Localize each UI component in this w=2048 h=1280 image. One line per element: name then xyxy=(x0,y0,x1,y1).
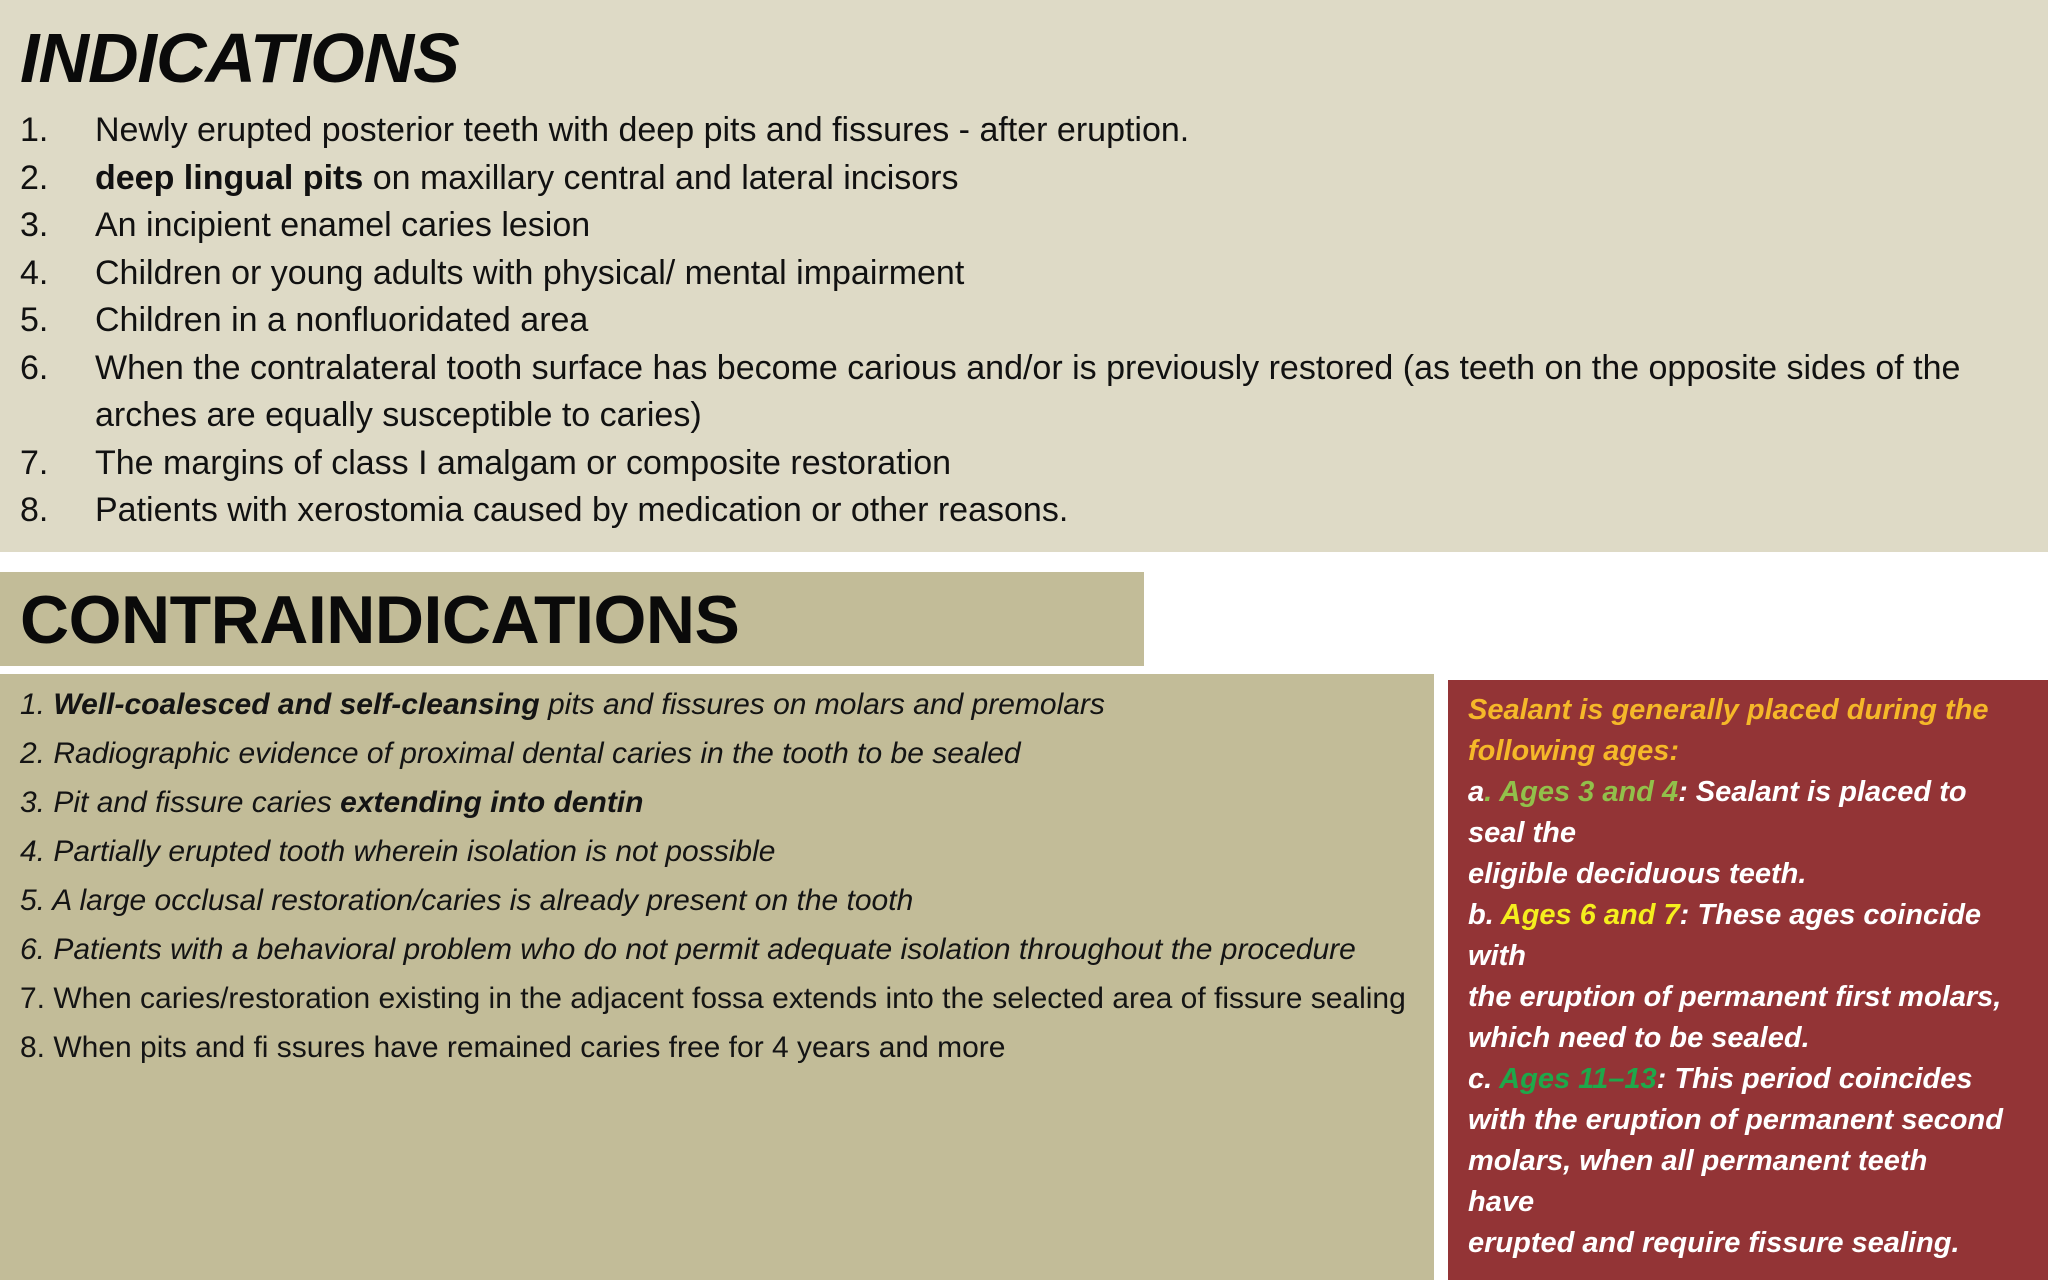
item-number: 3. xyxy=(20,206,49,244)
item-a-prefix: a xyxy=(1468,776,1485,808)
item-b-line xyxy=(1468,895,2040,936)
item-number: 1. xyxy=(20,111,49,149)
indication-item xyxy=(20,250,2030,298)
item-c-line: molars, when all permanent teeth xyxy=(1468,1145,1928,1177)
intro-line xyxy=(1468,731,2040,772)
item-number: 4. xyxy=(20,253,49,292)
indication-item xyxy=(20,345,2030,440)
item-number: 7. xyxy=(20,443,49,482)
indication-item xyxy=(20,107,2030,155)
item-a-line: eligible deciduous teeth. xyxy=(1468,858,1807,890)
item-rest-text: on maxillary central and lateral incisors xyxy=(363,158,959,197)
indication-item xyxy=(20,297,2030,345)
item-a-line xyxy=(1468,772,2040,813)
intro-text: Sealant is generally placed during the xyxy=(1468,694,1989,726)
contraindications-header xyxy=(0,572,1144,666)
item-b-text: : These ages coincide xyxy=(1679,899,1982,931)
item-pre-text: 1. xyxy=(20,688,54,721)
contraindication-item xyxy=(20,880,1410,921)
item-b-line: with xyxy=(1468,940,1526,972)
contraindications-section xyxy=(0,674,1434,1280)
item-a-dot: . xyxy=(1484,776,1500,808)
item-number: 8. xyxy=(20,491,49,529)
item-c-line: have xyxy=(1468,1186,1535,1218)
intro-line xyxy=(1468,690,2040,731)
item-c-ages: Ages 11–13 xyxy=(1499,1063,1657,1095)
item-pre-text: 5. A large occlusal restoration/caries is already present on the tooth xyxy=(20,884,914,917)
item-number: 6. xyxy=(20,348,49,387)
item-text: Children in a nonfluoridated area xyxy=(95,301,589,339)
contraindications-list xyxy=(20,684,1410,1076)
item-text xyxy=(95,155,2030,203)
item-a-text: : Sealant is placed to xyxy=(1678,776,1967,808)
item-b-line: the eruption of permanent first molars, xyxy=(1468,981,2002,1013)
indication-item xyxy=(20,487,2030,535)
contraindication-item xyxy=(20,1027,1410,1068)
item-bold-text: deep lingual pits xyxy=(95,158,364,197)
item-text: When the contralateral tooth surface has become carious and/or is previously restored (as teeth on the opposite sides of the arches are equally susceptible to caries) xyxy=(95,348,1961,434)
item-c-line xyxy=(1468,1059,2040,1100)
intro-text: following ages: xyxy=(1468,735,1680,767)
indication-item xyxy=(20,155,2030,203)
sealant-ages-box xyxy=(1448,680,2048,1280)
contraindications-title: CONTRAINDICATIONS xyxy=(20,582,740,658)
item-number: 5. xyxy=(20,301,49,339)
item-pre-text: 7. When caries/restoration existing in the adjacent fossa extends into the selected area of fissure sealing xyxy=(20,982,1406,1015)
item-pre-text: 8. When pits and fi ssures have remained caries free for 4 years and more xyxy=(20,1031,1006,1064)
item-a-line: seal the xyxy=(1468,817,1576,849)
contraindication-item xyxy=(20,782,1410,823)
item-text: Newly erupted posterior teeth with deep pits and fissures - after eruption. xyxy=(95,111,1190,149)
item-pre-text: 6. Patients with a behavioral problem who do not permit adequate isolation throughout the procedure xyxy=(20,933,1356,966)
item-number: 2. xyxy=(20,158,49,197)
item-pre-text: 4. Partially erupted tooth wherein isolation is not possible xyxy=(20,835,776,868)
indication-item xyxy=(20,440,2030,488)
item-b-prefix: b. xyxy=(1468,899,1501,931)
item-c-text: : This period coincides xyxy=(1656,1063,1973,1095)
item-text: An incipient enamel caries lesion xyxy=(95,206,591,244)
item-bold-text: extending into dentin xyxy=(340,786,644,819)
contraindication-item xyxy=(20,733,1410,774)
contraindication-item xyxy=(20,978,1410,1019)
indication-item xyxy=(20,202,2030,250)
contraindication-item xyxy=(20,684,1410,725)
indications-title: INDICATIONS xyxy=(20,19,459,97)
item-bold-text: Well-coalesced and self-cleansing xyxy=(53,688,540,721)
item-pre-text: 3. Pit and fissure caries xyxy=(20,786,341,819)
item-b-line: which need to be sealed. xyxy=(1468,1022,1810,1054)
sealant-ages-text xyxy=(1468,690,2040,1264)
indications-section xyxy=(0,0,2048,552)
contraindication-item xyxy=(20,929,1410,970)
item-c-line: with the eruption of permanent second xyxy=(1468,1104,2003,1136)
indications-list xyxy=(20,107,2030,535)
contraindication-item xyxy=(20,831,1410,872)
item-c-line: erupted and require fissure sealing. xyxy=(1468,1227,1960,1259)
item-text: Patients with xerostomia caused by medication or other reasons. xyxy=(95,491,1069,529)
item-text: The margins of class I amalgam or composite restoration xyxy=(95,443,952,482)
item-pre-text: 2. Radiographic evidence of proximal dental caries in the tooth to be sealed xyxy=(20,737,1021,770)
item-b-ages: Ages 6 and 7 xyxy=(1500,899,1680,931)
item-a-ages: Ages 3 and 4 xyxy=(1499,776,1679,808)
item-post-text: pits and fissures on molars and premolars xyxy=(539,688,1105,721)
item-c-prefix: c. xyxy=(1468,1063,1500,1095)
item-text: Children or young adults with physical/ mental impairment xyxy=(95,253,965,292)
